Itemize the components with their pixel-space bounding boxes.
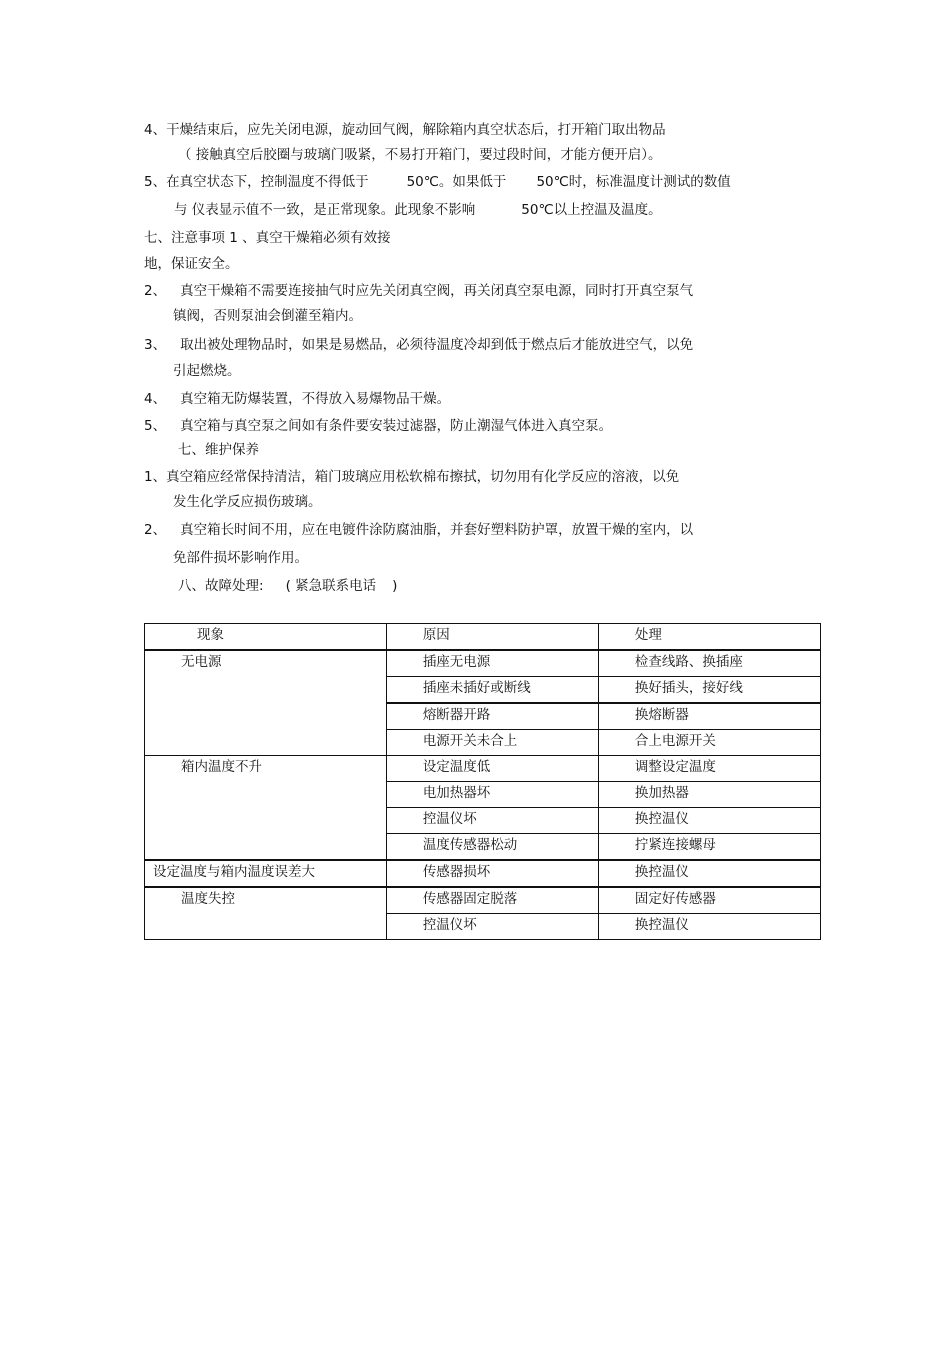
notes-item-5-number: 5、 bbox=[144, 418, 167, 434]
header-cause: 原因 bbox=[386, 624, 598, 651]
notes-item-2-line-1 bbox=[144, 282, 693, 300]
notes-item-3-line-1 bbox=[144, 336, 693, 354]
action-cell: 换控温仪 bbox=[598, 860, 820, 887]
table-row bbox=[145, 887, 821, 914]
notes-item-4-text: 真空箱无防爆装置，不得放入易爆物品干燥。 bbox=[180, 391, 451, 407]
cause-cell: 熔断器开路 bbox=[386, 703, 598, 730]
usage-item-5-text-d: 与 仪表显示值不一致，是正常现象。此现象不影响 bbox=[174, 202, 476, 218]
notes-heading-line: 七、注意事项 1 、真空干燥箱必须有效接 bbox=[144, 230, 391, 246]
maintenance-item-1-line-1: 1、真空箱应经常保持清洁，箱门玻璃应用松软棉布擦拭，切勿用有化学反应的溶液，以免 bbox=[144, 469, 680, 485]
notes-heading-line-2: 地，保证安全。 bbox=[144, 256, 239, 272]
maintenance-item-2-line-2: 免部件损坏影响作用。 bbox=[173, 550, 308, 566]
cause-cell: 插座无电源 bbox=[386, 650, 598, 677]
table-row bbox=[145, 650, 821, 677]
maintenance-item-2-number: 2、 bbox=[144, 522, 167, 538]
action-cell: 换加热器 bbox=[598, 782, 820, 808]
notes-item-2-line-2: 镇阀，否则泵油会倒灌至箱内。 bbox=[173, 308, 362, 324]
usage-item-4-line-2: （ 接触真空后胶圈与玻璃门吸紧，不易打开箱门，要过段时间，才能方便开启）。 bbox=[178, 147, 662, 163]
cause-cell: 传感器固定脱落 bbox=[386, 887, 598, 914]
notes-item-4-line-1 bbox=[144, 390, 450, 408]
phenomenon-cell: 无电源 bbox=[145, 650, 387, 756]
notes-item-3-text: 取出被处理物品时，如果是易燃品，必须待温度冷却到低于燃点后才能放进空气，以免 bbox=[180, 337, 694, 353]
notes-item-2-text: 真空干燥箱不需要连接抽气时应先关闭真空阀，再关闭真空泵电源，同时打开真空泵气 bbox=[180, 283, 694, 299]
header-action: 处理 bbox=[598, 624, 820, 651]
notes-item-5-text: 真空箱与真空泵之间如有条件要安装过滤器，防止潮湿气体进入真空泵。 bbox=[180, 418, 613, 434]
table-row bbox=[145, 756, 821, 782]
usage-item-5-line-1 bbox=[144, 173, 731, 191]
action-cell: 换控温仪 bbox=[598, 914, 820, 940]
maintenance-item-1-line-2: 发生化学反应损伤玻璃。 bbox=[173, 494, 322, 510]
maintenance-heading: 七、维护保养 bbox=[178, 442, 259, 458]
usage-item-5-line-2 bbox=[174, 201, 662, 219]
cause-cell: 设定温度低 bbox=[386, 756, 598, 782]
action-cell: 换好插头，接好线 bbox=[598, 677, 820, 704]
action-cell: 检查线路、换插座 bbox=[598, 650, 820, 677]
action-cell: 换控温仪 bbox=[598, 808, 820, 834]
action-cell: 固定好传感器 bbox=[598, 887, 820, 914]
maintenance-item-2-text: 真空箱长时间不用，应在电镀件涂防腐油脂，并套好塑料防护罩，放置干燥的室内，以 bbox=[180, 522, 694, 538]
action-cell: 换熔断器 bbox=[598, 703, 820, 730]
usage-item-5-text-a: 5、在真空状态下，控制温度不得低于 bbox=[144, 174, 369, 190]
cause-cell: 控温仪坏 bbox=[386, 808, 598, 834]
notes-item-3-line-2: 引起燃烧。 bbox=[173, 363, 241, 379]
header-phenomenon: 现象 bbox=[145, 624, 387, 651]
cause-cell: 插座未插好或断线 bbox=[386, 677, 598, 704]
cause-cell: 传感器损坏 bbox=[386, 860, 598, 887]
usage-item-5-text-e: 50℃以上控温及温度。 bbox=[521, 202, 662, 218]
table-header-row bbox=[145, 624, 821, 651]
cause-cell: 电源开关未合上 bbox=[386, 730, 598, 756]
fault-heading-close-paren: ) bbox=[392, 578, 398, 594]
phenomenon-cell: 温度失控 bbox=[145, 887, 387, 940]
notes-item-5-line-1 bbox=[144, 417, 612, 435]
notes-item-3-number: 3、 bbox=[144, 337, 167, 353]
fault-heading-phone-label: ( 紧急联系电话 bbox=[285, 578, 377, 594]
notes-item-4-number: 4、 bbox=[144, 391, 167, 407]
cause-cell: 电加热器坏 bbox=[386, 782, 598, 808]
fault-table bbox=[144, 623, 821, 940]
notes-item-2-number: 2、 bbox=[144, 283, 167, 299]
usage-item-5-text-b: 50℃。如果低于 bbox=[406, 174, 507, 190]
action-cell: 调整设定温度 bbox=[598, 756, 820, 782]
fault-heading-title: 八、故障处理: bbox=[178, 578, 264, 594]
phenomenon-cell: 设定温度与箱内温度误差大 bbox=[145, 860, 387, 887]
table-row bbox=[145, 860, 821, 887]
fault-heading bbox=[178, 577, 397, 595]
action-cell: 拧紧连接螺母 bbox=[598, 834, 820, 861]
usage-item-4-line-1: 4、干燥结束后，应先关闭电源，旋动回气阀，解除箱内真空状态后，打开箱门取出物品 bbox=[144, 122, 666, 138]
cause-cell: 控温仪坏 bbox=[386, 914, 598, 940]
usage-item-5-text-c: 50℃时，标准温度计测试的数值 bbox=[536, 174, 731, 190]
cause-cell: 温度传感器松动 bbox=[386, 834, 598, 861]
phenomenon-cell: 箱内温度不升 bbox=[145, 756, 387, 861]
action-cell: 合上电源开关 bbox=[598, 730, 820, 756]
maintenance-item-2-line-1 bbox=[144, 521, 693, 539]
